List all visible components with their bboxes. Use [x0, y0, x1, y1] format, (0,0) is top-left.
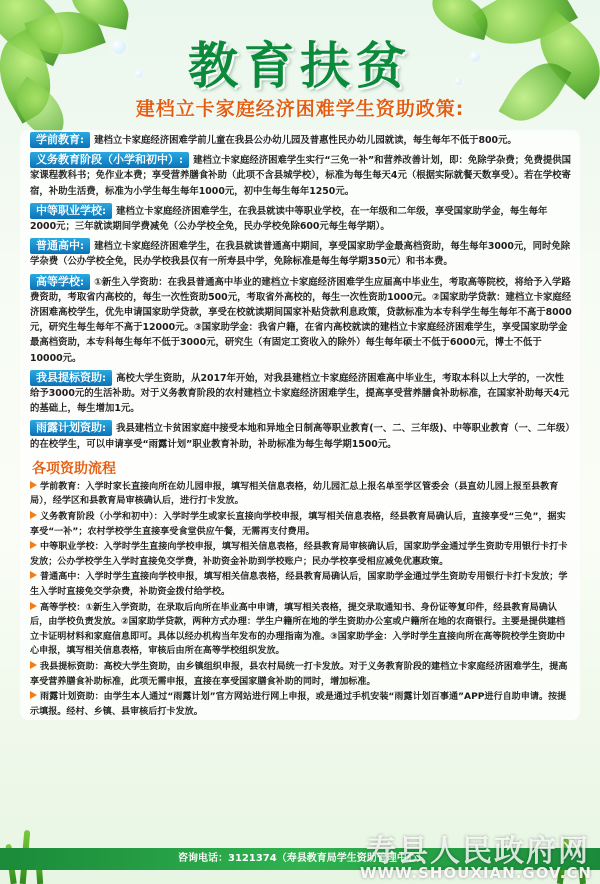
consult-phone: 咨询电话：3121374（寿县教育局学生资助管理中心）	[178, 853, 427, 864]
section-label: 高等学校:	[30, 274, 90, 290]
policy-content	[20, 130, 580, 720]
flow-item	[20, 480, 580, 510]
flow-item-text: 中等职业学校：入学时学生直接向学校申报，填写相关信息表格，经县教育局审核确认后，国家助学金通过学生资助专用银行卡打卡发放；公办学校学生入学时直接免交学费，补助资金补助到学校账户；民办学校享受相应减免优惠政策。	[30, 542, 568, 567]
section-compulsory	[20, 150, 580, 201]
flow-item	[20, 601, 580, 660]
triangle-bullet-icon	[30, 541, 37, 549]
triangle-bullet-icon	[30, 602, 37, 610]
flow-item-text: 普通高中：入学时学生直接向学校申报，填写相关信息表格，经县教育局确认后，国家助学金通过学生资助专用银行卡打卡发放；学生入学时直接免交学杂费，补助资金拨付给学校。	[30, 572, 568, 598]
section-label: 我县提标资助:	[30, 370, 112, 386]
section-high-school	[20, 236, 580, 271]
flow-item	[20, 510, 580, 540]
section-yulu-plan	[20, 418, 580, 453]
section-text: ①新生入学资助：在我县普通高中毕业的建档立卡家庭经济困难学生应届高中毕业生，考取高等院校，将给予入学路费资助，考取省内高校的，每生一次性资助500元，考取省外高校的，每生一次性资助1000元。②国家助学贷款：建档立卡家庭经济困难高校学生，优先申请国家助学贷款，享受在校就读期间国家补贴贷款利息政策，贷款标准为本专科学生每生每年不高于8000元，研究生每生每年不高于12000元。③国家助学金：我省户籍，在省内高校就读的建档立卡家庭经济困难学生，享受国家助学金最高档资助，本专科每生每年不低于3000元，研究生（有固定工资收入的除外）每生每年硕士不低于6000元，博士不低于10000元。	[30, 276, 572, 364]
flow-item-text: 高等学校：①新生入学资助，在录取后向所在毕业高中申请，填写相关表格，提交录取通知书、身份证等复印件，经县教育局确认后，由学校负责发放。②国家助学贷款，两种方式办理：学生户籍所在地的学生资助办公室或户籍所在地的农商银行。主要是提供建档立卡证明材料和家庭信息即可。具体以经办机构当年发布的办理指南为准。③国家助学金：入学时学生直接向所在高等院校学生资助中心申报，填写相关信息表格，审核后由所在高等学校组织发放。	[30, 602, 566, 657]
flow-item-text: 我县提标资助：高校大学生资助，由乡镇组织申报，县农村局统一打卡发放。对于义务教育阶段的建档立卡家庭经济困难学生，提高享受营养膳食补助标准，此项无需申报，直接在享受国家膳食补助的同时，增加标准。	[30, 661, 568, 687]
section-label: 义务教育阶段（小学和初中）:	[30, 152, 189, 168]
section-text: 建档立卡家庭经济困难学生，在我县就读中等职业学校，在一年级和二年级，享受国家助学金，每生每年2000元；三年就读期间学费减免（公办学校全免，民办学校免除600元每生每学期）。	[30, 205, 548, 233]
section-text: 我县建档立卡贫困家庭中接受本地和异地全日制高等职业教育(一、二、三年级)、中等职业教育（一、二年级）的在校学生，可以申请享受“雨露计划”职业教育补助，补助标准为每生每学期1500元。	[30, 423, 570, 450]
site-watermark: 寿县人民政府网	[366, 834, 590, 869]
flow-item-text: 雨露计划资助：由学生本人通过“雨露计划”官方网站进行网上申报，或是通过手机安装“雨露计划百事通”APP进行自助申请。按提示填报。经村、乡镇、县审核后打卡发放。	[30, 692, 567, 717]
flow-item	[20, 660, 580, 690]
section-text: 建档立卡家庭经济困难学生实行“三免一补”和营养改善计划，即：免除学杂费；免费提供国家课程教科书；免作业本费；享受营养膳食补助（此项不含县城学校），标准为每生每天4元（根据实际就餐天数享受）。若在学校寄宿，补助生活费，标准为小学生每生每年1000元，初中生每生每年1250元。	[30, 155, 572, 197]
flow-item-text: 学前教育：入学时家长直接向所在幼儿园申报，填写相关信息表格，幼儿园汇总上报名单至学区管委会（县直幼儿园上报至县教育局），经学区和县教育局审核确认后，进行打卡发放。	[30, 481, 559, 507]
section-county-raised-standard	[20, 368, 580, 419]
flow-item	[20, 570, 580, 600]
section-text: 高校大学生资助，从2017年开始，对我县建档立卡家庭经济困难高中毕业生，考取本科以上大学的，一次性给予3000元的生活补助。对于义务教育阶段的农村建档立卡家庭经济困难学生，提高享受营养膳食补助标准，在国家补助每天4元的基础上，每生增加1元。	[30, 372, 569, 415]
triangle-bullet-icon	[30, 571, 37, 579]
section-label: 雨露计划资助:	[30, 420, 112, 436]
triangle-bullet-icon	[30, 511, 37, 519]
section-preschool	[20, 130, 580, 150]
flow-item-text: 义务教育阶段（小学和初中）：入学时学生或家长直接向学校申报，填写相关信息表格，经县教育局确认后，直接享受“三免”，据实享受“一补”；农村学校学生直接享受食堂供应午餐，无需再支付费用。	[30, 512, 566, 537]
site-url: WWW.SHOUXIAN.GOV.CN	[359, 864, 592, 882]
page-subtitle: 建档立卡家庭经济困难学生资助政策:	[135, 98, 465, 120]
page-title: 教育扶贫	[188, 37, 412, 95]
flow-heading: 各项资助流程	[32, 460, 116, 477]
section-text: 建档立卡家庭经济困难学前儿童在我县公办幼儿园及普惠性民办幼儿园就读，每生每年不低于800元。	[94, 135, 517, 146]
flow-item	[20, 690, 580, 720]
section-label: 中等职业学校:	[30, 203, 112, 219]
section-label: 普通高中:	[30, 238, 90, 254]
flow-item	[20, 540, 580, 570]
section-text: 建档立卡家庭经济困难学生，在我县就读普通高中期间，享受国家助学金最高档资助，每生每年3000元，同时免除学杂费（公办学校全免，民办学校我县仅有一所寿县中学，免除标准是每生每学期350元）和书本费。	[30, 241, 571, 268]
section-label: 学前教育:	[30, 132, 90, 148]
triangle-bullet-icon	[30, 481, 37, 489]
triangle-bullet-icon	[30, 661, 37, 669]
triangle-bullet-icon	[30, 691, 37, 699]
section-higher-education	[20, 272, 580, 368]
section-vocational	[20, 201, 580, 236]
